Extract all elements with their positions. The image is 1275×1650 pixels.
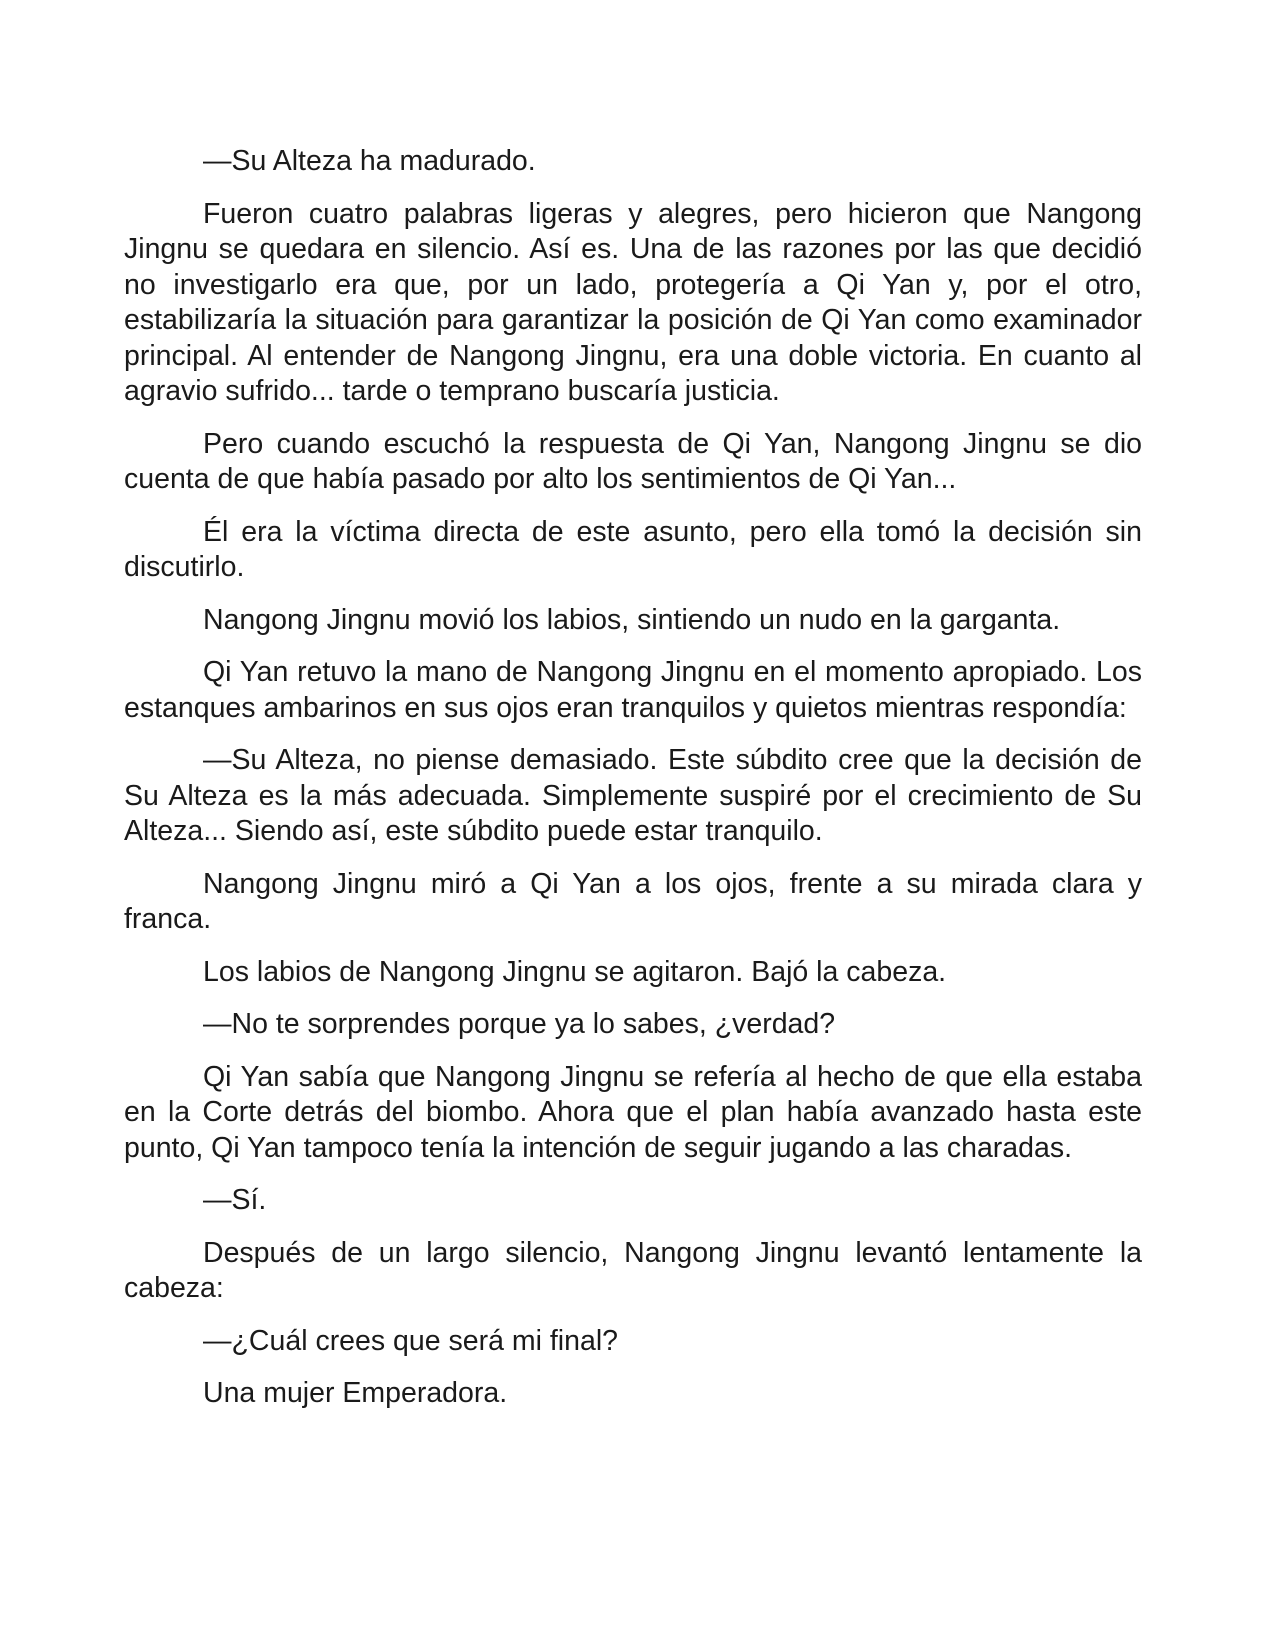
paragraph: —Su Alteza, no piense demasiado. Este súbdito cree que la decisión de Su Alteza es la más adecuada. Simplemente suspiré por el crecimiento de Su Alteza... Siendo así, este súbdito puede estar tranquilo.	[124, 744, 1142, 847]
paragraph: Fueron cuatro palabras ligeras y alegres, pero hicieron que Nangong Jingnu se quedara en silencio. Así es. Una de las razones por las que decidió no investigarlo era que, por un lado, protegería a Qi Yan y, por el otro, estabilizaría la situación para garantizar la posición de Qi Yan como examinador principal. Al entender de Nangong Jingnu, era una doble victoria. En cuanto al agravio sufrido... tarde o temprano buscaría justicia.	[124, 197, 1142, 407]
paragraph: Pero cuando escuchó la respuesta de Qi Yan, Nangong Jingnu se dio cuenta de que había pasado por alto los sentimientos de Qi Yan...	[124, 427, 1142, 495]
paragraph: Después de un largo silencio, Nangong Jingnu levantó lentamente la cabeza:	[124, 1236, 1142, 1304]
paragraph: Qi Yan retuvo la mano de Nangong Jingnu en el momento apropiado. Los estanques ambarinos en sus ojos eran tranquilos y quietos mientras respondía:	[124, 656, 1142, 724]
paragraph: Él era la víctima directa de este asunto, pero ella tomó la decisión sin discutirlo.	[124, 515, 1142, 583]
paragraph: —Sí.	[203, 1184, 267, 1216]
paragraph: Los labios de Nangong Jingnu se agitaron. Bajó la cabeza.	[203, 955, 947, 988]
paragraph: Qi Yan sabía que Nangong Jingnu se refería al hecho de que ella estaba en la Corte detrás del biombo. Ahora que el plan había avanzado hasta este punto, Qi Yan tampoco tenía la intención de seguir jugando a las charadas.	[124, 1060, 1142, 1164]
paragraph: Nangong Jingnu miró a Qi Yan a los ojos, frente a su mirada clara y franca.	[124, 867, 1142, 935]
paragraph: Nangong Jingnu movió los labios, sintiendo un nudo en la garganta.	[203, 603, 1061, 636]
paragraph: —No te sorprendes porque ya lo sabes, ¿verdad?	[203, 1008, 836, 1040]
paragraph: —¿Cuál crees que será mi final?	[203, 1324, 619, 1357]
paragraph: —Su Alteza ha madurado.	[203, 145, 536, 177]
document-page	[124, 144, 1142, 1429]
paragraph: Una mujer Emperadora.	[203, 1377, 508, 1409]
